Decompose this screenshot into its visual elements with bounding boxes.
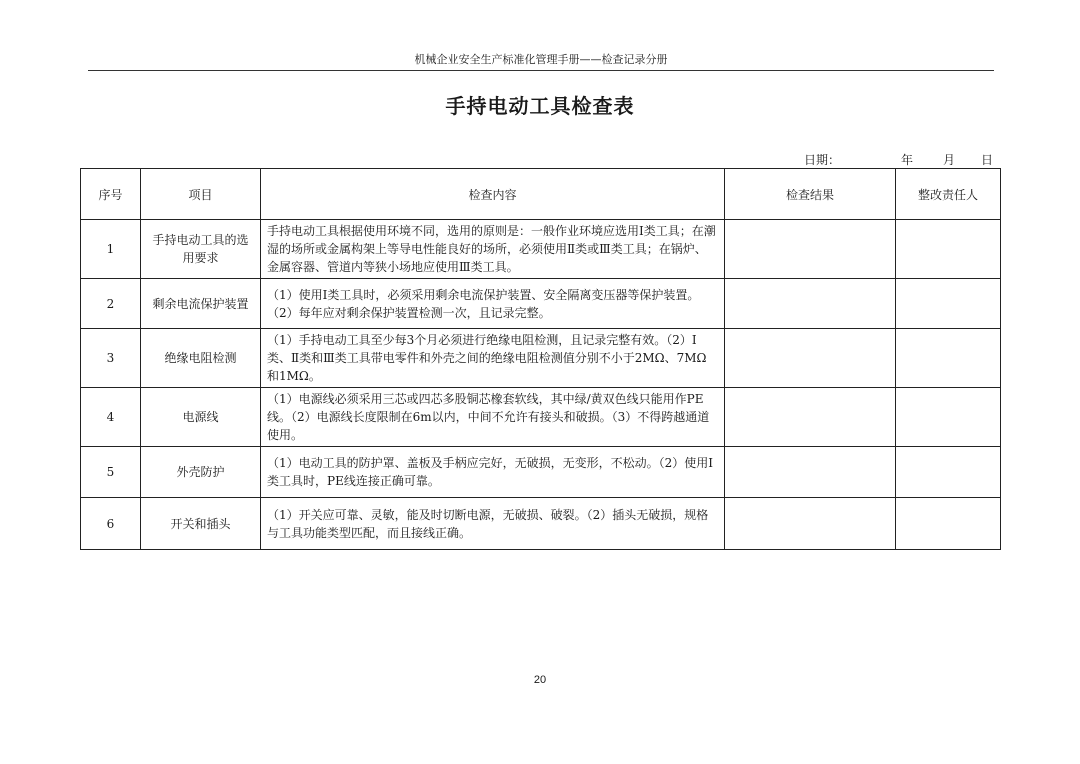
row-content: （1）电源线必须采用三芯或四芯多股铜芯橡套软线，其中绿/黄双色线只能用作PE线。（2）电源线长度限制在6m以内，中间不允许有接头和破损。（3）不得跨越通道使用。 (261, 388, 725, 447)
row-no: 5 (81, 447, 141, 498)
row-item: 手持电动工具的选用要求 (141, 220, 261, 279)
row-no: 3 (81, 329, 141, 388)
header-result: 检查结果 (725, 169, 896, 220)
table-row (81, 329, 1001, 388)
row-person-cell[interactable] (896, 329, 1001, 388)
row-content: 手持电动工具根据使用环境不同，选用的原则是：一般作业环境应选用Ⅰ类工具；在潮湿的场所或金属构架上等导电性能良好的场所，必须使用Ⅱ类或Ⅲ类工具；在锅炉、金属容器、管道内等狭小场地应使用Ⅲ类工具。 (261, 220, 725, 279)
row-person-cell[interactable] (896, 498, 1001, 550)
row-result-cell[interactable] (725, 447, 896, 498)
row-content: （1）手持电动工具至少每3个月必须进行绝缘电阻检测，且记录完整有效。（2）Ⅰ类、Ⅱ类和Ⅲ类工具带电零件和外壳之间的绝缘电阻检测值分别不小于2MΩ、7MΩ和1MΩ。 (261, 329, 725, 388)
table-header-row (81, 169, 1001, 220)
page-number: 20 (533, 674, 547, 686)
row-no: 4 (81, 388, 141, 447)
date-day: 日 (981, 153, 994, 167)
row-no: 1 (81, 220, 141, 279)
row-no: 2 (81, 279, 141, 329)
inspection-table (80, 168, 1001, 550)
table-row (81, 498, 1001, 550)
row-result-cell[interactable] (725, 279, 896, 329)
row-person-cell[interactable] (896, 220, 1001, 279)
row-person-cell[interactable] (896, 388, 1001, 447)
table-row (81, 220, 1001, 279)
header-person: 整改责任人 (896, 169, 1001, 220)
row-result-cell[interactable] (725, 329, 896, 388)
row-content: （1）开关应可靠、灵敏，能及时切断电源，无破损、破裂。（2）插头无破损，规格与工具功能类型匹配，而且接线正确。 (261, 498, 725, 550)
row-item: 绝缘电阻检测 (141, 329, 261, 388)
header-content: 检查内容 (261, 169, 725, 220)
row-item: 电源线 (141, 388, 261, 447)
header-no: 序号 (81, 169, 141, 220)
date-month: 月 (943, 153, 956, 167)
row-item: 剩余电流保护装置 (141, 279, 261, 329)
date-label: 日期： (804, 153, 841, 167)
row-content: （1）电动工具的防护罩、盖板及手柄应完好，无破损，无变形，不松动。（2）使用Ⅰ类工具时，PE线连接正确可靠。 (261, 447, 725, 498)
header-item: 项目 (141, 169, 261, 220)
row-item: 外壳防护 (141, 447, 261, 498)
table-row (81, 447, 1001, 498)
document-title: 手持电动工具检查表 (445, 94, 635, 118)
row-result-cell[interactable] (725, 220, 896, 279)
date-year: 年 (901, 153, 914, 167)
table-row (81, 388, 1001, 447)
row-person-cell[interactable] (896, 279, 1001, 329)
row-no: 6 (81, 498, 141, 550)
row-content: （1）使用Ⅰ类工具时，必须采用剩余电流保护装置、安全隔离变压器等保护装置。（2）每年应对剩余保护装置检测一次，且记录完整。 (261, 279, 725, 329)
row-item: 开关和插头 (141, 498, 261, 550)
row-result-cell[interactable] (725, 498, 896, 550)
table-row (81, 279, 1001, 329)
page-header: 机械企业安全生产标准化管理手册——检查记录分册 (88, 53, 994, 71)
row-person-cell[interactable] (896, 447, 1001, 498)
row-result-cell[interactable] (725, 388, 896, 447)
